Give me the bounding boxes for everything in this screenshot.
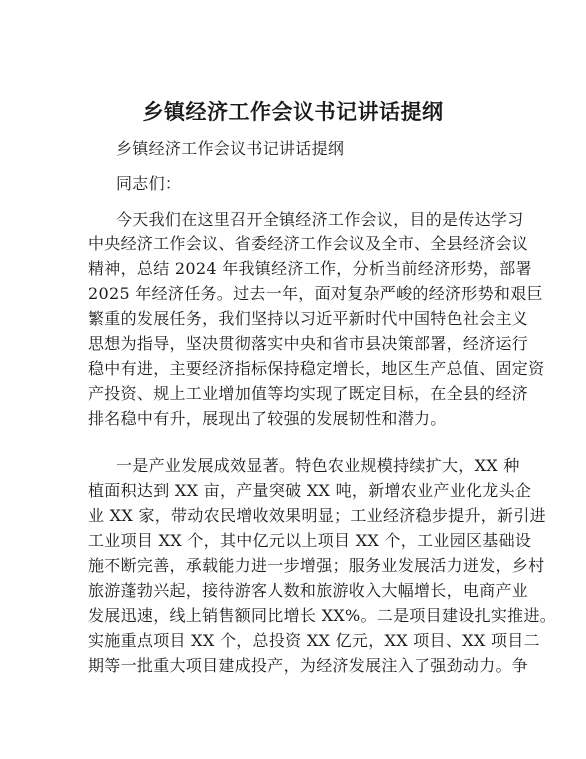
paragraph-line: 2025 年经济任务。过去一年，面对复杂严峻的经济形势和艰巨 [88, 284, 543, 303]
paragraph-line: 发展迅速，线上销售额同比增长 XX%。二是项目建设扎实推进。 [88, 606, 557, 625]
paragraph-line: 稳中有进，主要经济指标保持稳定增长，地区生产总值、固定资 [88, 359, 545, 378]
paragraph-line: 中央经济工作会议、省委经济工作会议及全市、全县经济会议 [88, 234, 529, 253]
document-title: 乡镇经济工作会议书记讲话提纲 [142, 99, 444, 124]
salutation: 同志们： [116, 174, 182, 193]
paragraph-line: 今天我们在这里召开全镇经济工作会议，目的是传达学习 [116, 210, 524, 229]
paragraph-line: 植面积达到 XX 亩，产量突破 XX 吨，新增农业产业化龙头企 [88, 481, 532, 500]
paragraph-line: 工业项目 XX 个，其中亿元以上项目 XX 个，工业园区基础设 [88, 531, 532, 550]
paragraph-line: 一是产业发展成效显著。特色农业规模持续扩大，XX 种 [116, 456, 520, 475]
paragraph-line: 排名稳中有升，展现出了较强的发展韧性和潜力。 [88, 409, 447, 428]
paragraph-line: 实施重点项目 XX 个，总投资 XX 亿元，XX 项目、XX 项目二 [88, 631, 540, 650]
paragraph-line: 繁重的发展任务，我们坚持以习近平新时代中国特色社会主义 [88, 309, 529, 328]
paragraph-line: 产投资、规上工业增加值等均实现了既定目标，在全县的经济 [88, 384, 529, 403]
paragraph-line: 思想为指导，坚决贯彻落实中央和省市县决策部署，经济运行 [88, 334, 529, 353]
paragraph-line: 业 XX 家，带动农民增收效果明显；工业经济稳步提升，新引进 [88, 506, 546, 525]
paragraph-line: 期等一批重大项目建成投产，为经济发展注入了强劲动力。争 [88, 656, 529, 675]
document-subtitle: 乡镇经济工作会议书记讲话提纲 [116, 139, 345, 158]
paragraph-line: 精神，总结 2024 年我镇经济工作，分析当前经济形势，部署 [88, 259, 532, 278]
paragraph-line: 施不断完善，承载能力进一步增强；服务业发展活力迸发，乡村 [88, 556, 545, 575]
paragraph-line: 旅游蓬勃兴起，接待游客人数和旅游收入大幅增长，电商产业 [88, 581, 529, 600]
